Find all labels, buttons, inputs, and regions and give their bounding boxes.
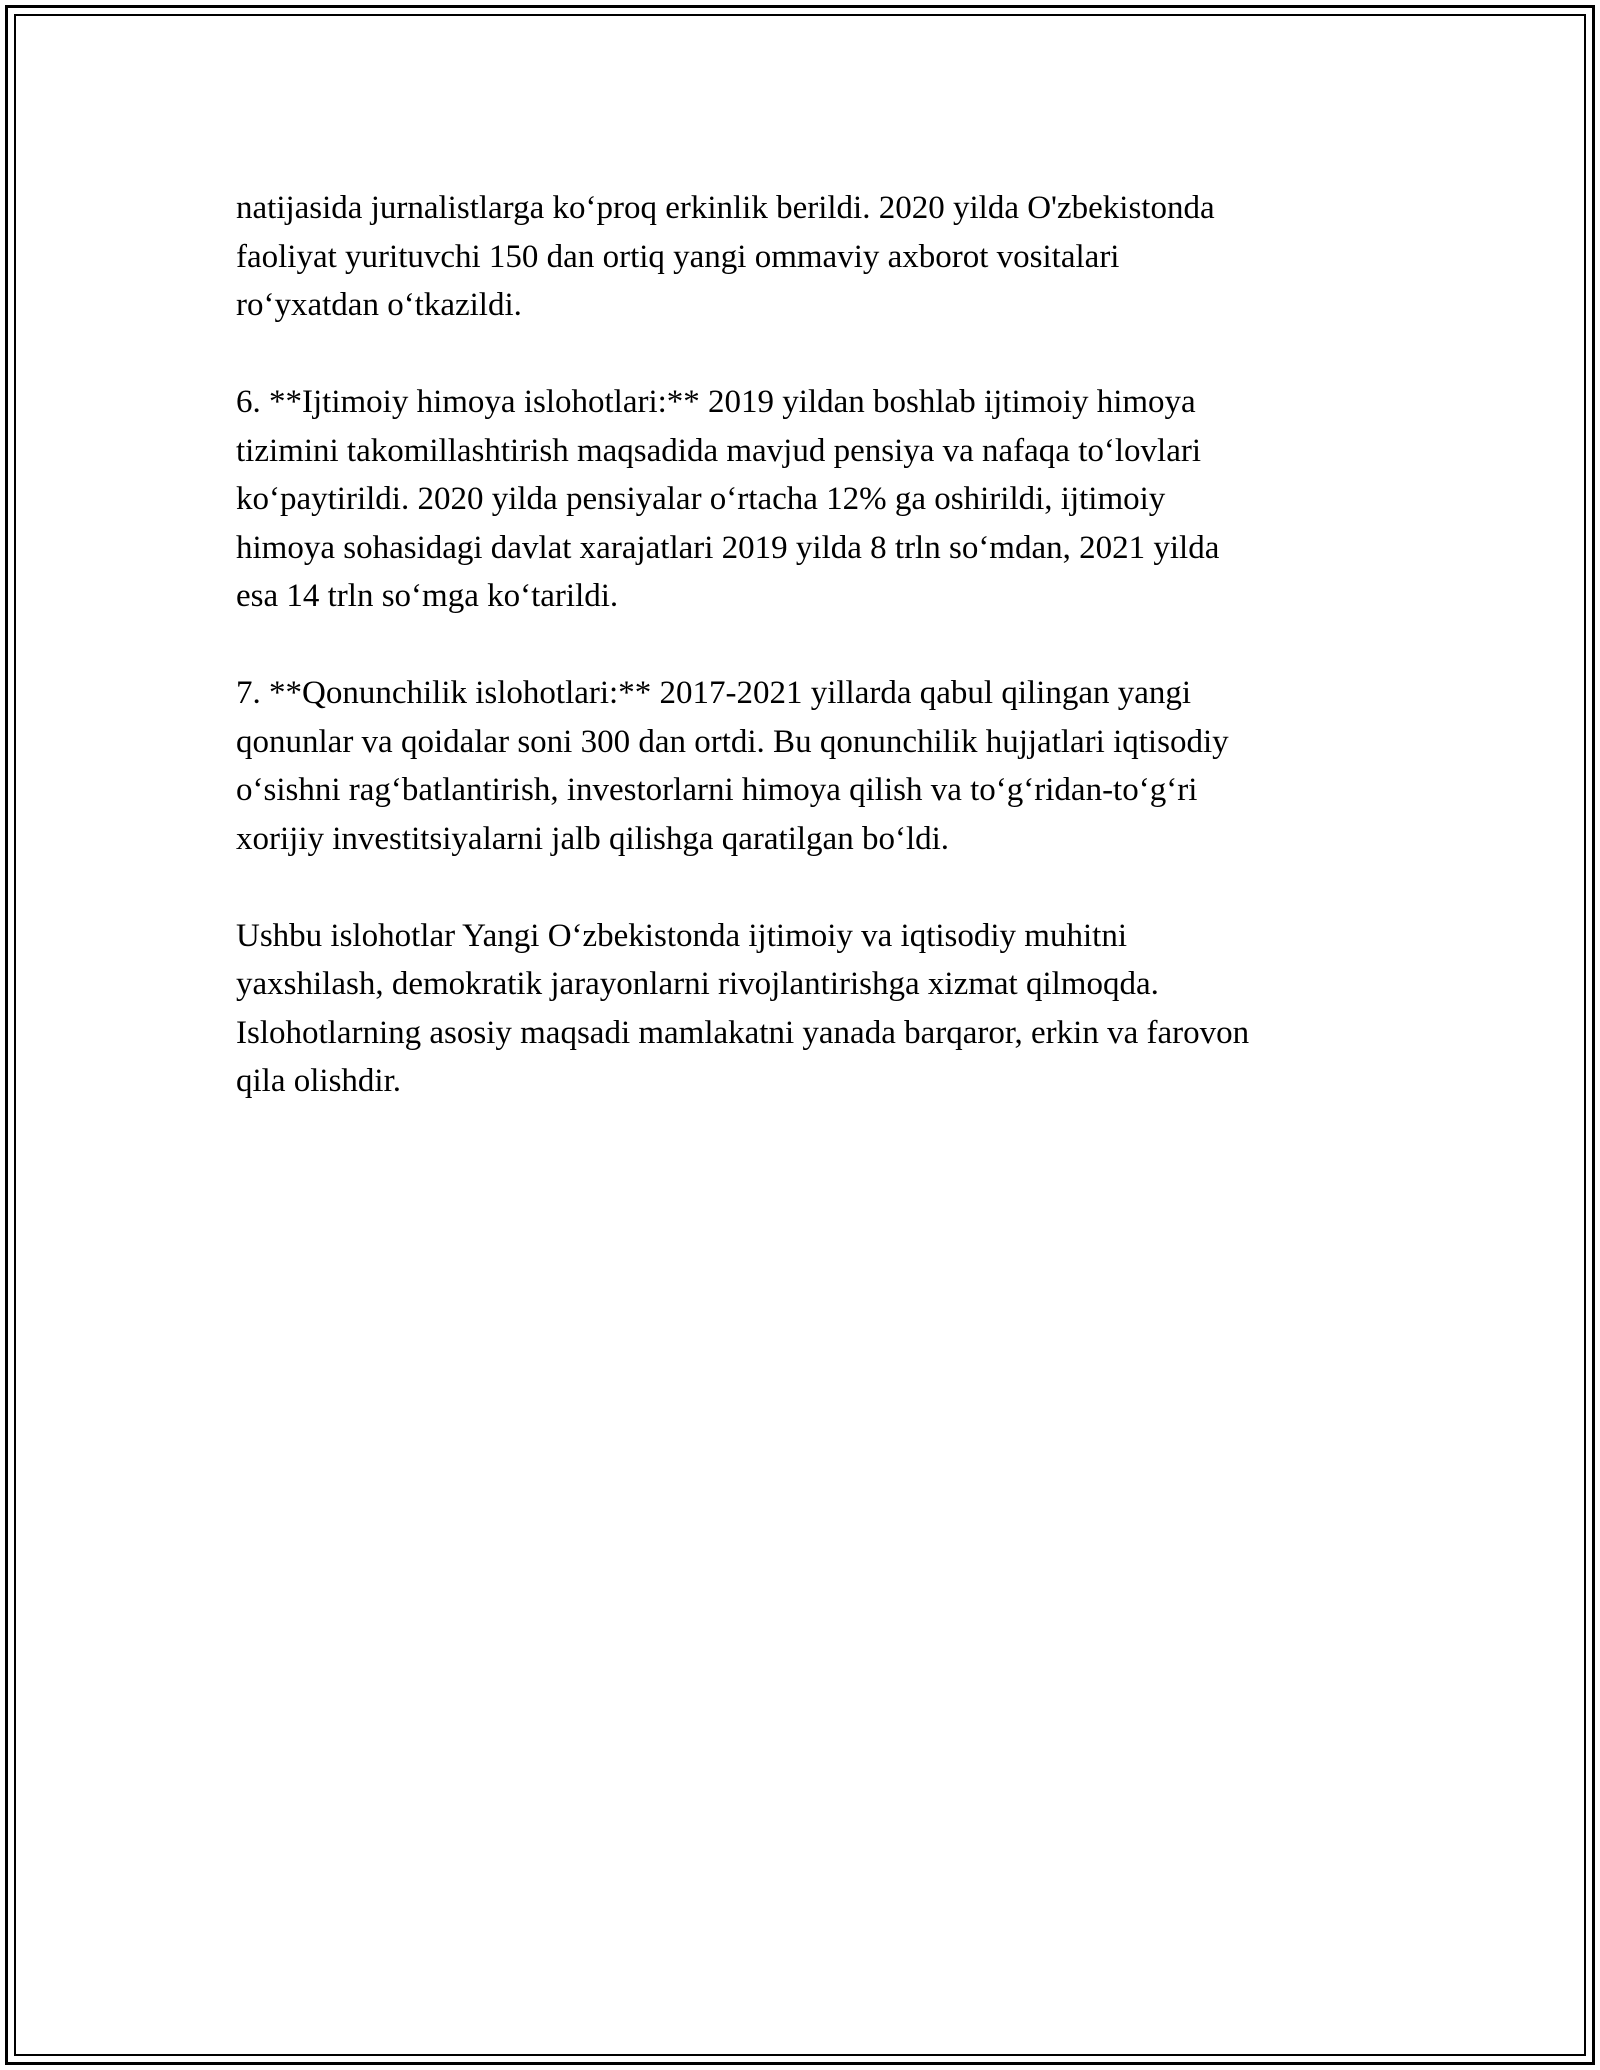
paragraph-social-protection: 6. **Ijtimoiy himoya islohotlari:** 2019 yildan boshlab ijtimoiy himoya tizimini takomillashtirish maqsadida mavjud pensiya va nafaqa to‘lovlari ko‘paytirildi. 2020 yilda pensiyalar o‘rtacha 12% ga oshirildi, ijtimoiy himoya sohasidagi davlat xarajatlari 2019 yilda 8 trln so‘mdan, 2021 yilda esa 14 trln so‘mga ko‘tarildi. bbox=[236, 384, 1220, 614]
paragraph-media-freedom: natijasida jurnalistlarga ko‘proq erkinlik berildi. 2020 yilda O'zbekistonda faoliyat yurituvchi 150 dan ortiq yangi ommaviy axborot vositalari ro‘yxatdan o‘tkazildi. bbox=[236, 190, 1215, 323]
paragraph-conclusion: Ushbu islohotlar Yangi O‘zbekistonda ijtimoiy va iqtisodiy muhitni yaxshilash, demokratik jarayonlarni rivojlantirishga xizmat qilmoqda. Islohotlarning asosiy maqsadi mamlakatni yanada barqaror, erkin va farovon qila olishdir. bbox=[236, 917, 1250, 1099]
document-body bbox=[236, 184, 1416, 1154]
paragraph-legislative-reforms: 7. **Qonunchilik islohotlari:** 2017-2021 yillarda qabul qilingan yangi qonunlar va qoidalar soni 300 dan ortdi. Bu qonunchilik hujjatlari iqtisodiy o‘sishni rag‘batlantirish, investorlarni himoya qilish va to‘g‘ridan-to‘g‘ri xorijiy investitsiyalarni jalb qilishga qaratilgan bo‘ldi. bbox=[236, 675, 1229, 857]
